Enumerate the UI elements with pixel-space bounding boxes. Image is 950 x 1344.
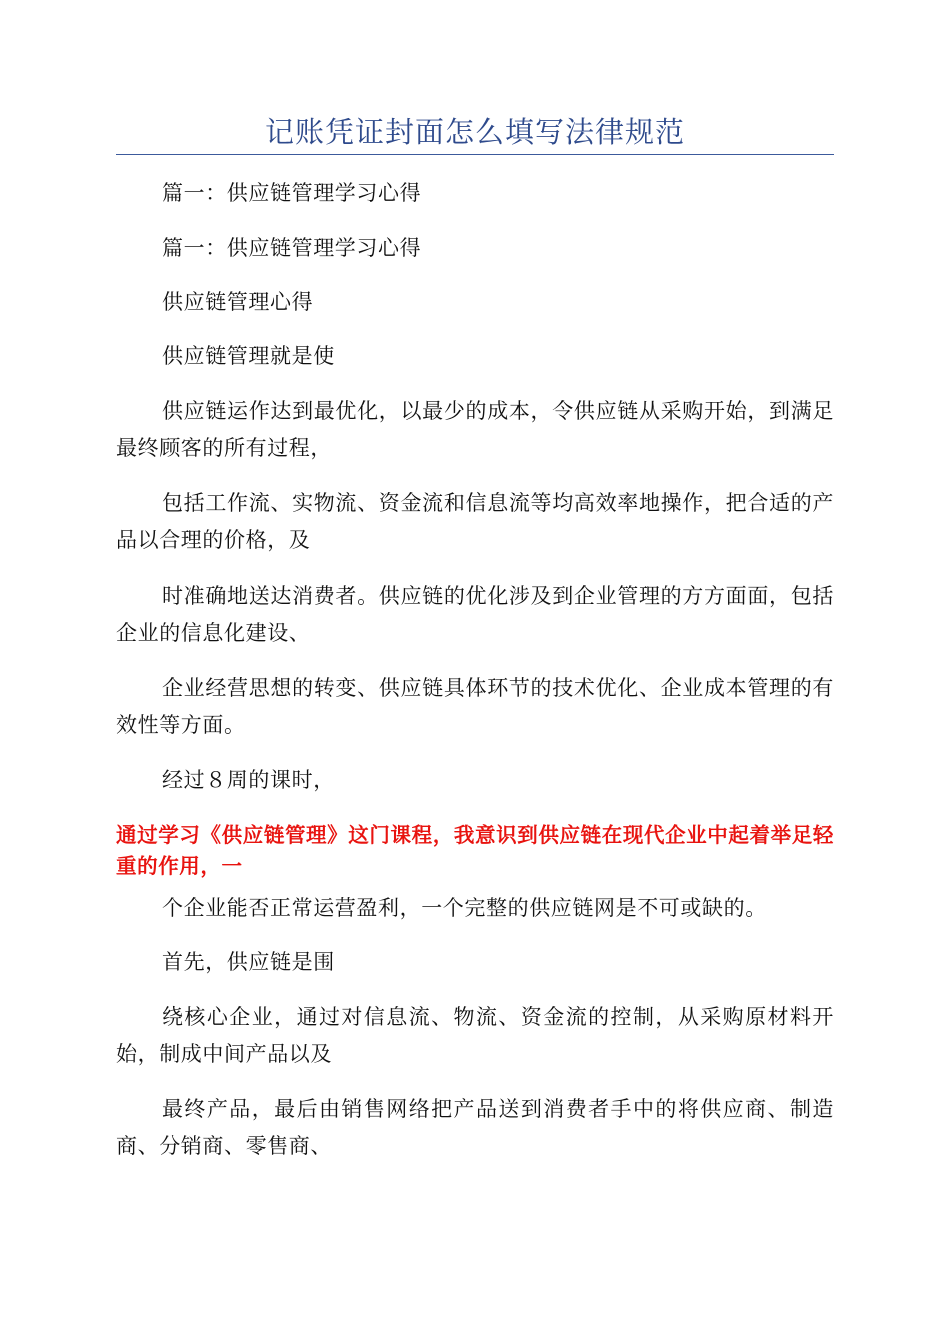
paragraph: 供应链管理心得 bbox=[162, 290, 314, 314]
title-underline bbox=[116, 154, 834, 155]
paragraph: 供应链管理就是使 bbox=[162, 344, 335, 368]
document-title: 记账凭证封面怎么填写法律规范 bbox=[264, 115, 685, 149]
paragraph: 最终产品，最后由销售网络把产品送到消费者手中的将供应商、制造商、分销商、零售商、 bbox=[116, 1097, 834, 1158]
paragraph: 篇一：供应链管理学习心得 bbox=[162, 236, 422, 260]
paragraph: 绕核心企业，通过对信息流、物流、资金流的控制，从采购原材料开始，制成中间产品以及 bbox=[116, 1005, 834, 1066]
paragraph: 首先，供应链是围 bbox=[162, 950, 335, 974]
highlighted-paragraph: 通过学习《供应链管理》这门课程，我意识到供应链在现代企业中起着举足轻重的作用，一 bbox=[116, 823, 834, 878]
paragraph: 企业经营思想的转变、供应链具体环节的技术优化、企业成本管理的有效性等方面。 bbox=[116, 676, 834, 737]
paragraph: 供应链运作达到最优化，以最少的成本，令供应链从采购开始，到满足最终顾客的所有过程， bbox=[116, 399, 834, 460]
paragraph: 时准确地送达消费者。供应链的优化涉及到企业管理的方方面面，包括企业的信息化建设、 bbox=[116, 584, 834, 645]
paragraph: 经过８周的课时， bbox=[162, 768, 335, 792]
paragraph: 包括工作流、实物流、资金流和信息流等均高效率地操作，把合适的产品以合理的价格，及 bbox=[116, 491, 834, 552]
paragraph: 篇一：供应链管理学习心得 bbox=[162, 181, 422, 205]
paragraph: 个企业能否正常运营盈利，一个完整的供应链网是不可或缺的。 bbox=[162, 896, 767, 920]
